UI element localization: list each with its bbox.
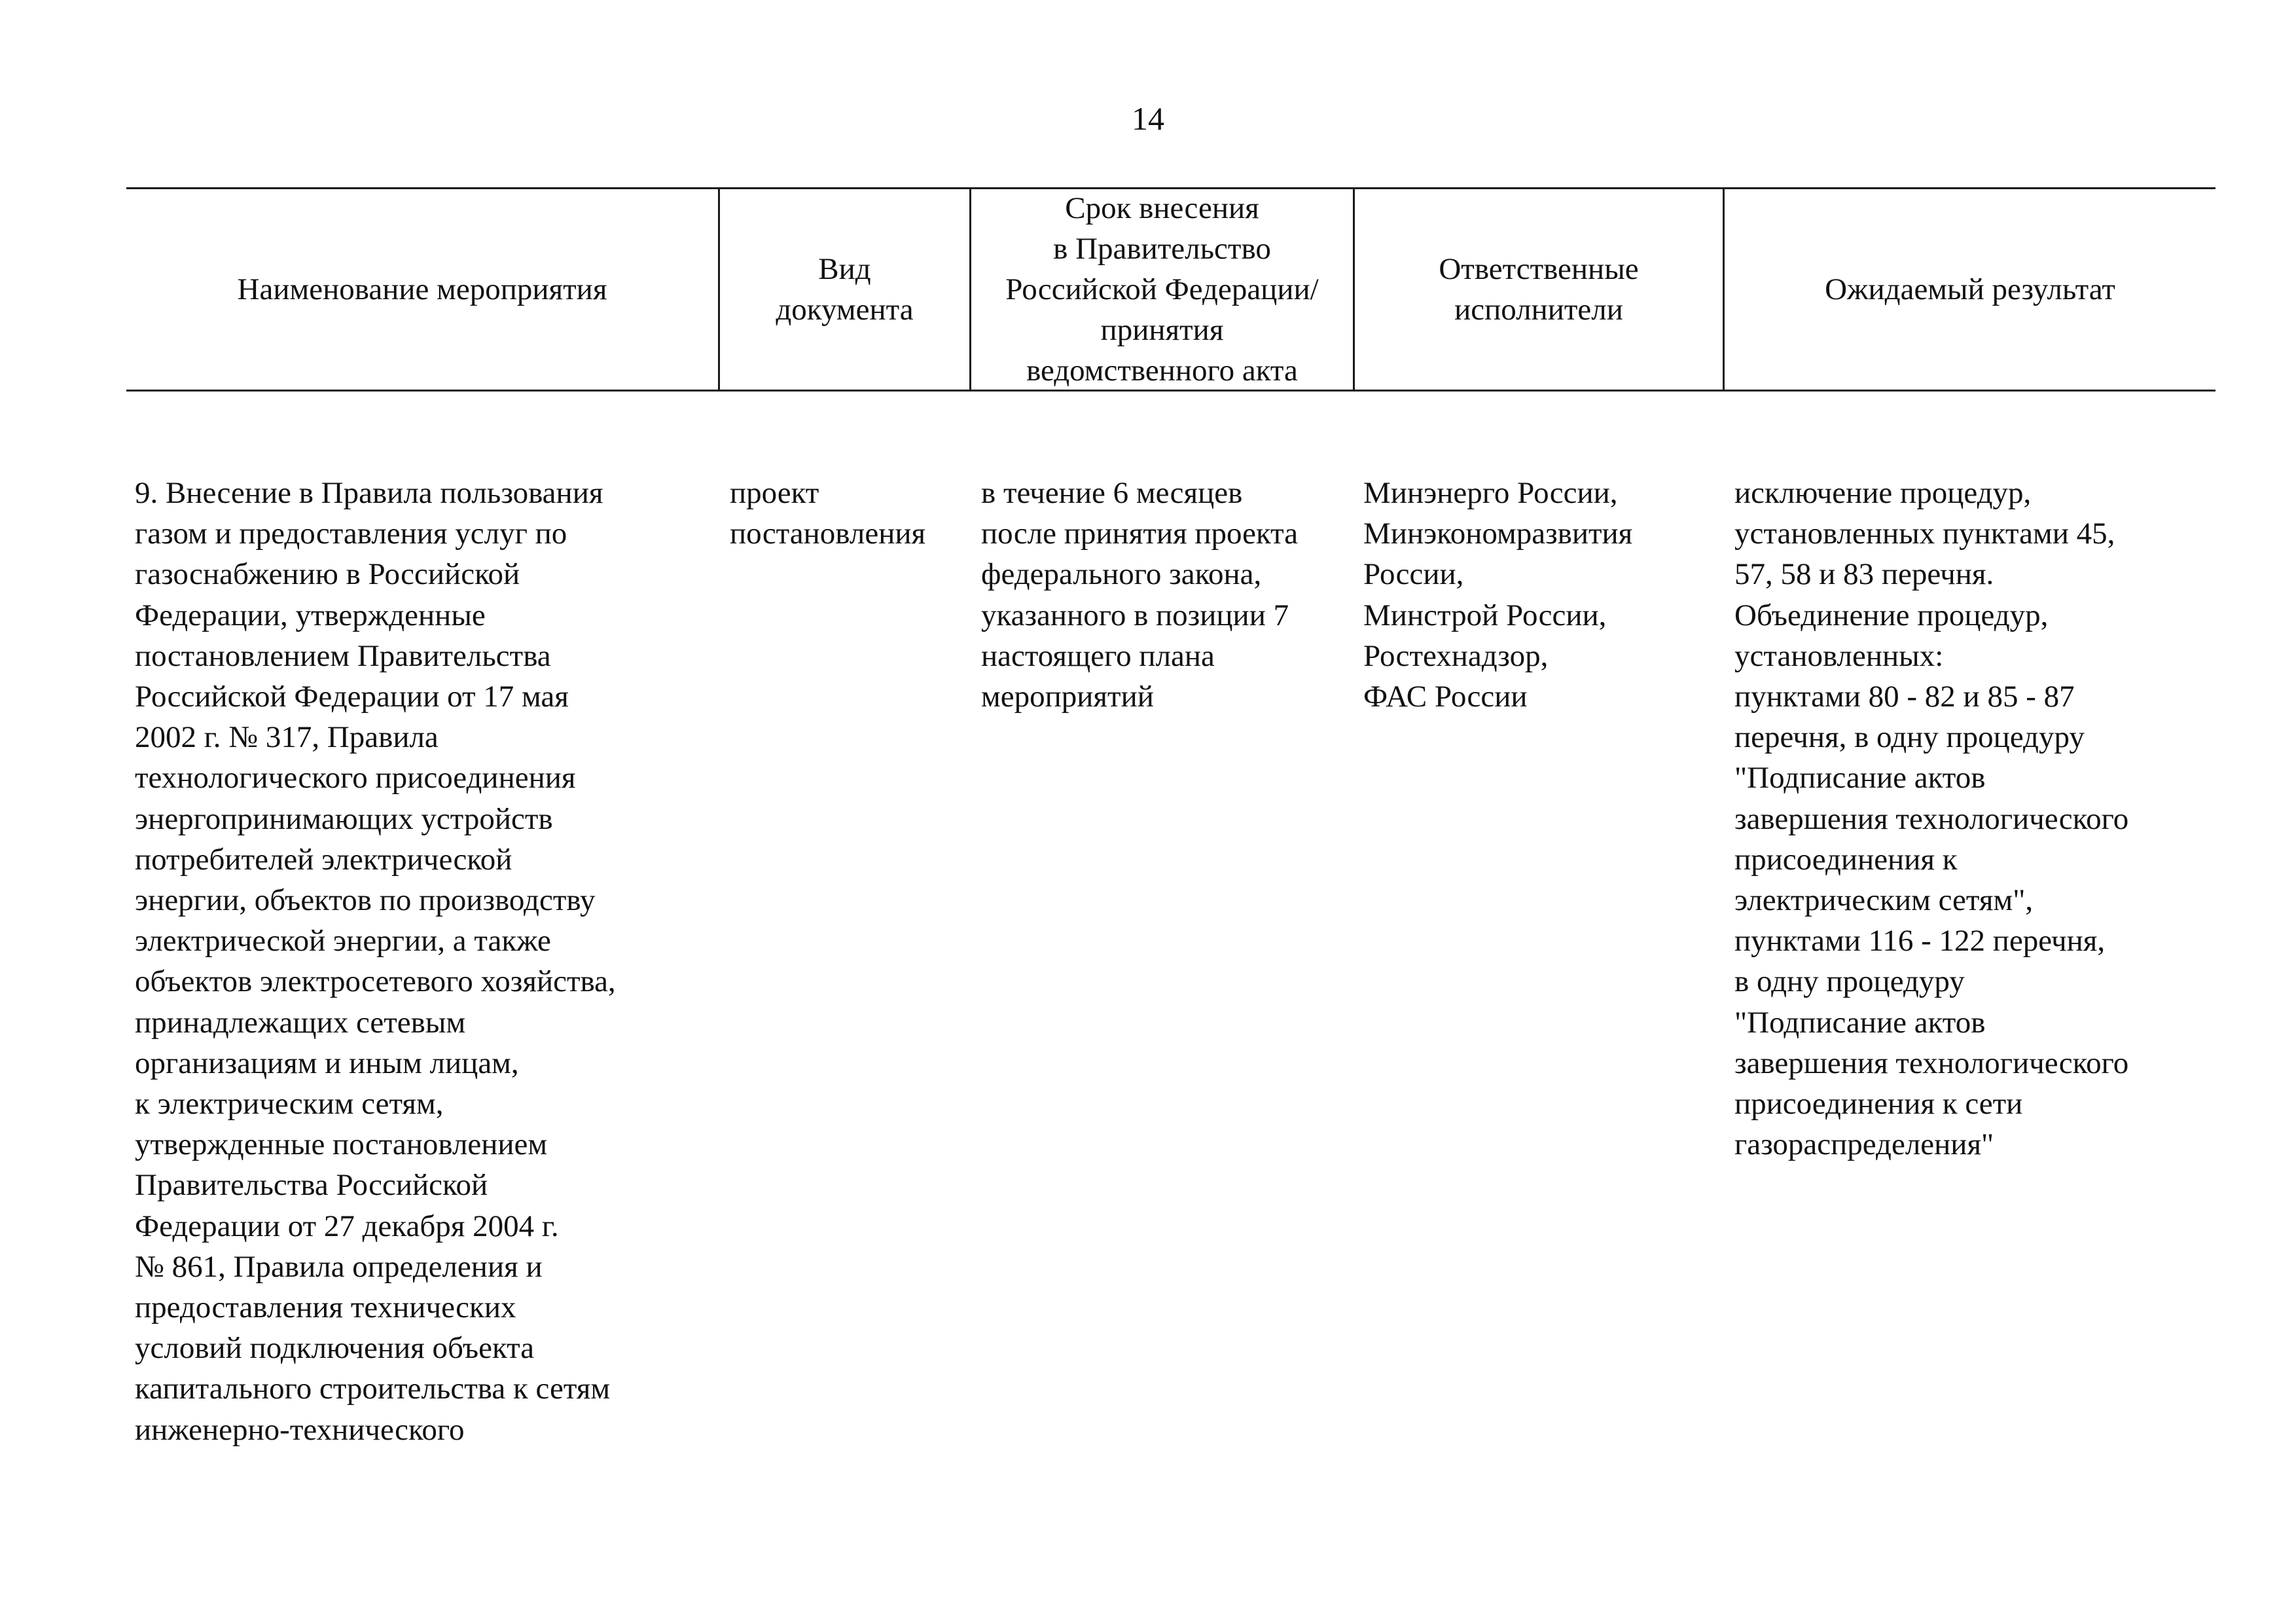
header-event-name: Наименование мероприятия	[237, 272, 607, 306]
cell-event-name: 9. Внесение в Правила пользования газом и предоставления услуг по газоснабжению в Российской Федерации, утвержденные постановлением Правительства Российской Федерации от 17 мая 2002 г. № 317, Правила технологического присоединения энергопринимающих устройств потребителей электрической энергии, объектов по производству электрической энергии, а также объектов электросетевого хозяйства, принадлежащих сетевым организациям и иным лицам, к электрическим сетям, утвержденные постановлением Правительства Российской Федерации от 27 декабря 2004 г. № 861, Правила определения и предоставления технических условий подключения объекта капитального строительства к сетям инженерно-технического	[135, 476, 616, 1447]
table-header	[126, 187, 2215, 392]
header-deadline: Срок внесения в Правительство Российской Федерации/ принятия ведомственного акта	[969, 189, 1353, 390]
header-document-type: Вид документа	[718, 189, 969, 390]
header-expected-result: Ожидаемый результат	[1723, 189, 2215, 390]
page-number: 14	[1132, 100, 1164, 137]
cell-executors: Минэнерго России, Минэкономразвития России, Минстрой России, Ростехнадзор, ФАС России	[1363, 476, 1633, 714]
cell-expected-result: исключение процедур, установленных пунктами 45, 57, 58 и 83 перечня. Объединение процедур, установленных: пунктами 80 - 82 и 85 - 87 перечня, в одну процедуру "Подписание актов завершения технологического присоединения к электрическим сетям", пунктами 116 - 122 перечня, в одну процедуру "Подписание актов завершения технологического присоединения к сети газораспределения"	[1734, 476, 2129, 1162]
cell-deadline: в течение 6 месяцев после принятия проекта федерального закона, указанного в позиции 7 настоящего плана мероприятий	[981, 476, 1299, 714]
table-row	[126, 473, 2215, 1450]
cell-document-type: проект постановления	[730, 476, 926, 551]
header-executors: Ответственные исполнители	[1353, 189, 1723, 390]
